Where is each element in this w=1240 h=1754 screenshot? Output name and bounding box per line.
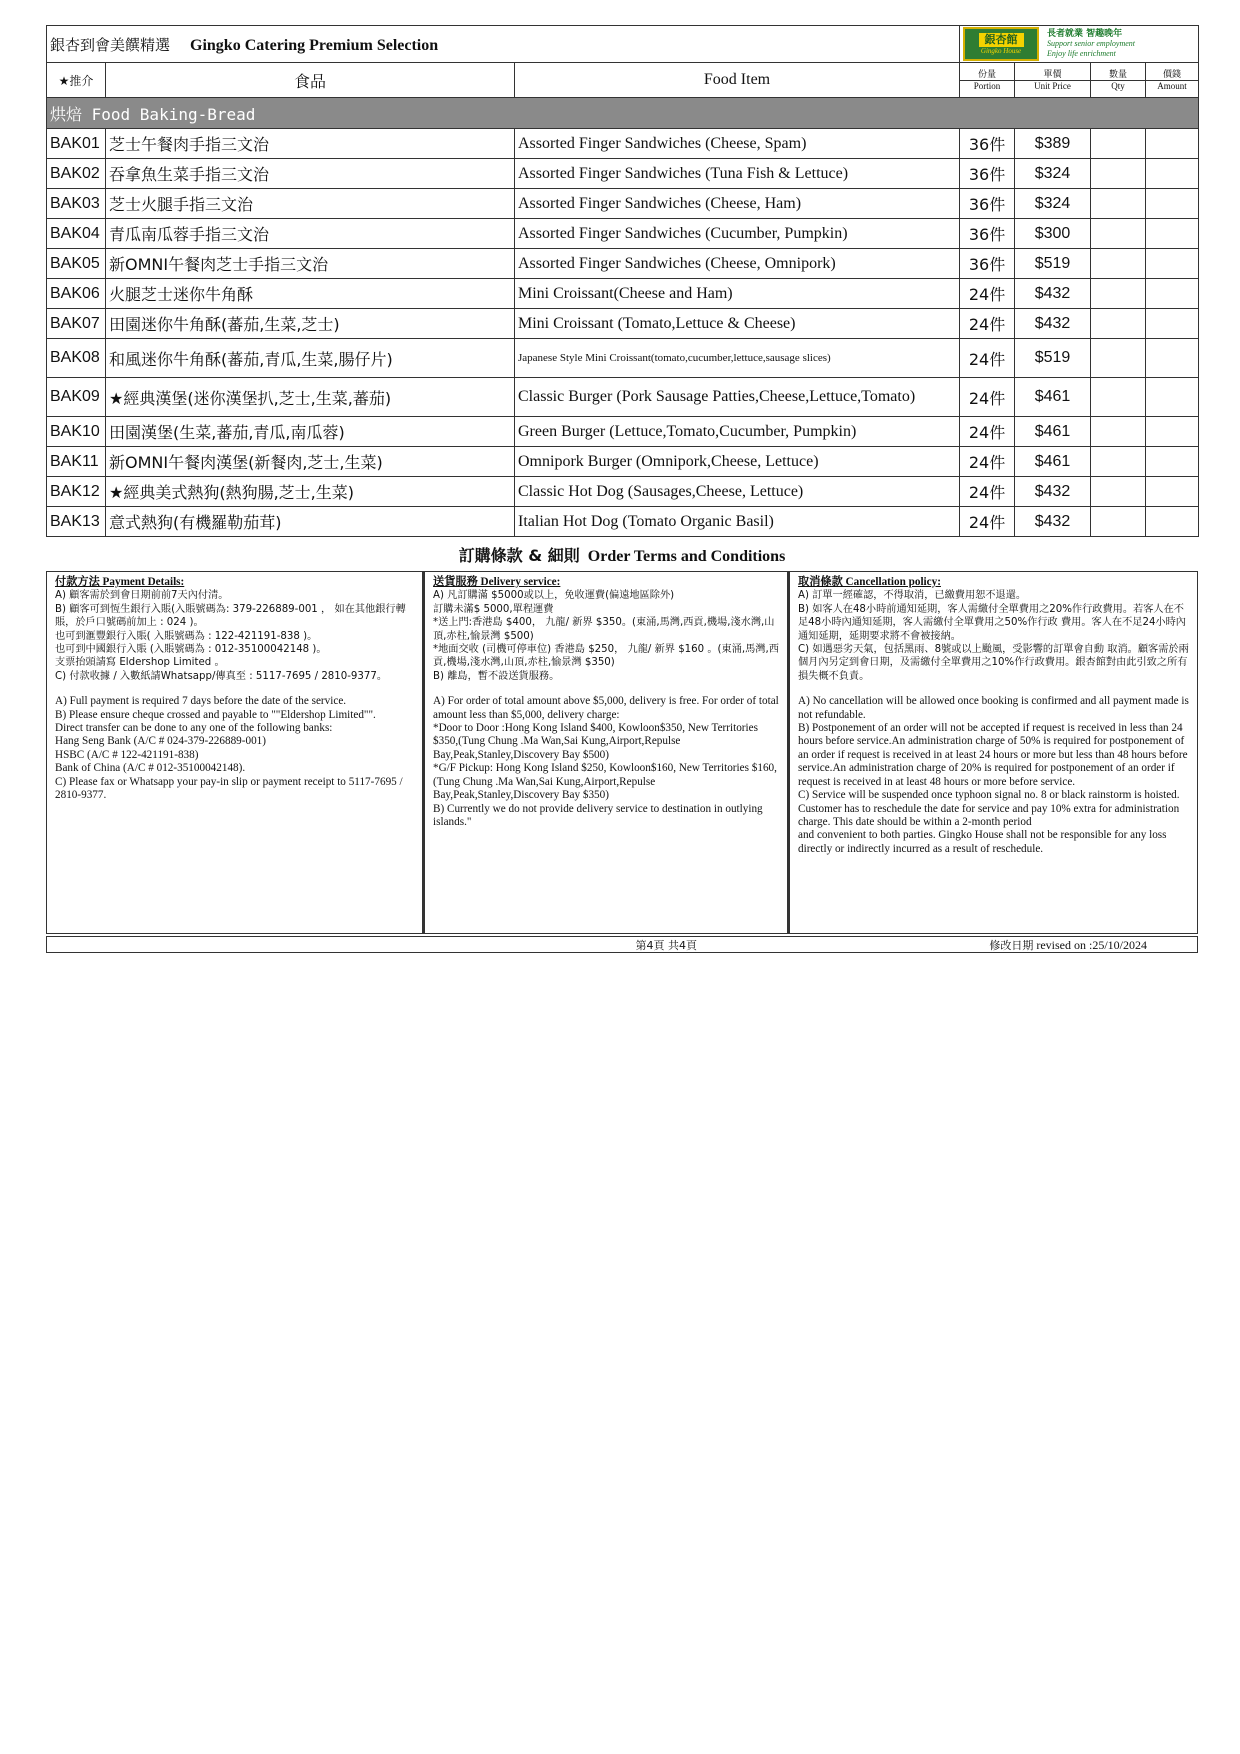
item-portion: 24件 (960, 309, 1015, 339)
item-code: BAK13 (47, 507, 106, 537)
item-qty-cell (1091, 507, 1146, 537)
footer (46, 936, 1198, 953)
delivery-box (423, 571, 788, 934)
item-portion: 36件 (960, 249, 1015, 279)
table-row (47, 477, 1199, 507)
item-code: BAK11 (47, 447, 106, 477)
terms-title-zh: 訂購條款 & 細則 (458, 546, 580, 565)
table-row (47, 507, 1199, 537)
term-line: Direct transfer can be done to any one of the following banks: (55, 722, 333, 735)
payment-zh (55, 589, 414, 683)
title-zh: 銀杏到會美饌精選 (50, 35, 171, 54)
item-price: $461 (1015, 417, 1091, 447)
table-row (47, 339, 1199, 378)
col-portion (960, 63, 1015, 98)
term-line: 也可到中國銀行入賬 (入賬號碼為 : 012-35100042148 )。 (55, 644, 327, 656)
payment-en (55, 695, 414, 802)
logo-cell (960, 26, 1199, 63)
table-row (47, 129, 1199, 159)
item-amount-cell (1146, 477, 1199, 507)
cancel-en (798, 695, 1189, 856)
term-line: *送上門:香港島 $400， 九龍/ 新界 $350。(東涌,馬灣,西貢,機場,淺水灣,山頂,赤柱,愉景灣 $500) (433, 617, 775, 642)
table-row (47, 189, 1199, 219)
item-code: BAK07 (47, 309, 106, 339)
payment-box (46, 571, 423, 934)
logo-zh: 銀杏館 (979, 33, 1024, 47)
term-line: Bank of China (A/C # 012-35100042148). (55, 762, 246, 775)
col-food-en: Food Item (515, 63, 960, 98)
slogan-en2: Enjoy life enrichment (1047, 49, 1116, 58)
term-line: *地面交收 (司機可停車位) 香港島 $250， 九龍/ 新界 $160 。(東涌,馬灣,西貢,機場,淺水灣,山頂,赤柱,愉景灣 $350) (433, 644, 779, 669)
item-code: BAK02 (47, 159, 106, 189)
item-amount-cell (1146, 378, 1199, 417)
item-name-en: Green Burger (Lettuce,Tomato,Cucumber, Pumpkin) (515, 417, 960, 447)
menu-page (46, 25, 1198, 953)
revised-date (697, 937, 1197, 953)
item-code: BAK10 (47, 417, 106, 447)
term-line: and convenient to both parties. Gingko House shall not be responsible for any loss directly or indirectly incurred as a result of reschedule. (798, 829, 1167, 855)
term-line: A) For order of total amount above $5,000, delivery is free. For order of total amount less than $5,000, delivery charge: (433, 695, 779, 721)
col-amount-zh: 價錢 (1146, 70, 1198, 81)
item-price: $300 (1015, 219, 1091, 249)
item-portion: 36件 (960, 129, 1015, 159)
item-code: BAK05 (47, 249, 106, 279)
item-name-zh: 火腿芝士迷你牛角酥 (106, 279, 515, 309)
item-code: BAK03 (47, 189, 106, 219)
cancel-head: 取消條款 Cancellation policy: (798, 576, 941, 588)
col-price-zh: 單價 (1015, 70, 1090, 81)
item-rows (47, 129, 1199, 537)
col-qty-zh: 數量 (1091, 70, 1145, 81)
item-price: $389 (1015, 129, 1091, 159)
delivery-en (433, 695, 779, 829)
item-qty-cell (1091, 159, 1146, 189)
term-line: *Door to Door :Hong Kong Island $400, Kowloon$350, New Territories $350,(Tung Chung .Ma Wan,Sai Kung,Airport,Repulse Bay,Peak,Stanley,Discovery Bay $500) (433, 722, 758, 761)
table-row (47, 417, 1199, 447)
item-qty-cell (1091, 189, 1146, 219)
item-portion: 24件 (960, 447, 1015, 477)
table-row (47, 249, 1199, 279)
item-price: $519 (1015, 249, 1091, 279)
logo-en: Gingko House (980, 46, 1022, 55)
item-portion: 24件 (960, 477, 1015, 507)
item-name-en: Assorted Finger Sandwiches (Cheese, Spam) (515, 129, 960, 159)
item-name-en: Italian Hot Dog (Tomato Organic Basil) (515, 507, 960, 537)
table-row (47, 159, 1199, 189)
item-code: BAK12 (47, 477, 106, 507)
revised-en: revised on :25/10/2024 (1036, 937, 1147, 952)
item-code: BAK06 (47, 279, 106, 309)
col-portion-zh: 份量 (960, 70, 1014, 81)
item-qty-cell (1091, 129, 1146, 159)
item-price: $324 (1015, 189, 1091, 219)
cancel-zh (798, 589, 1189, 683)
item-name-zh: 田園迷你牛角酥(蕃茄,生菜,芝士) (106, 309, 515, 339)
item-amount-cell (1146, 507, 1199, 537)
term-line: *G/F Pickup: Hong Kong Island $250, Kowloon$160, New Territories $160,(Tung Chung .Ma Wan,Sai Kung,Airport,Repulse Bay,Peak,Stanley,Discovery Bay $350) (433, 762, 777, 802)
item-name-en: Assorted Finger Sandwiches (Tuna Fish & Lettuce) (515, 159, 960, 189)
term-line: C) Service will be suspended once typhoon signal no. 8 or black rainstorm is hoisted. Customer has to reschedule the date for service and pay 10% extra for administration charge. This date should be within a 2-month period (798, 789, 1180, 828)
item-qty-cell (1091, 477, 1146, 507)
title-en: Gingko Catering Premium Selection (190, 36, 439, 54)
item-name-en: Assorted Finger Sandwiches (Cheese, Omnipork) (515, 249, 960, 279)
item-qty-cell (1091, 219, 1146, 249)
terms-title-en: Order Terms and Conditions (587, 548, 786, 565)
item-code: BAK04 (47, 219, 106, 249)
item-code: BAK01 (47, 129, 106, 159)
term-line: HSBC (A/C # 122-421191-838) (55, 748, 199, 761)
term-line: C) 付款收據 / 入數紙請Whatsapp/傳真至 : 5117-7695 / 2810-9377。 (55, 670, 388, 682)
term-line: 訂購未滿$ 5000,單程運費 (433, 603, 554, 615)
item-name-en: Classic Burger (Pork Sausage Patties,Cheese,Lettuce,Tomato) (515, 378, 960, 417)
item-qty-cell (1091, 249, 1146, 279)
term-line: 也可到滙豐銀行入賬( 入賬號碼為 : 122-421191-838 )。 (55, 630, 318, 642)
item-amount-cell (1146, 339, 1199, 378)
table-row (47, 279, 1199, 309)
col-qty (1091, 63, 1146, 98)
item-portion: 24件 (960, 507, 1015, 537)
item-name-en: Japanese Style Mini Croissant(tomato,cucumber,lettuce,sausage slices) (515, 339, 960, 378)
item-qty-cell (1091, 339, 1146, 378)
table-row (47, 219, 1199, 249)
revised-zh: 修改日期 (989, 938, 1034, 952)
item-portion: 36件 (960, 159, 1015, 189)
slogan (1047, 29, 1135, 59)
item-name-en: Mini Croissant(Cheese and Ham) (515, 279, 960, 309)
item-code: BAK08 (47, 339, 106, 378)
item-name-en: Assorted Finger Sandwiches (Cucumber, Pumpkin) (515, 219, 960, 249)
term-line: Hang Seng Bank (A/C # 024-379-226889-001) (55, 735, 266, 748)
item-price: $324 (1015, 159, 1091, 189)
item-price: $432 (1015, 477, 1091, 507)
item-code: BAK09 (47, 378, 106, 417)
menu-table (46, 25, 1199, 537)
item-portion: 36件 (960, 189, 1015, 219)
item-qty-cell (1091, 378, 1146, 417)
item-amount-cell (1146, 447, 1199, 477)
payment-head: 付款方法 Payment Details: (55, 576, 185, 588)
terms-section (46, 571, 1198, 934)
col-price (1015, 63, 1091, 98)
delivery-zh (433, 589, 779, 683)
term-line: B) 顧客可到恆生銀行入賬(入賬號碼為: 379-226889-001 ， 如在其他銀行轉賬，於戶口號碼前加上 : 024 )。 (55, 603, 406, 629)
item-amount-cell (1146, 309, 1199, 339)
col-price-en: Unit Price (1034, 80, 1071, 91)
item-name-zh: ★經典美式熱狗(熱狗腸,芝士,生菜) (106, 477, 515, 507)
item-name-zh: 芝士火腿手指三文治 (106, 189, 515, 219)
item-qty-cell (1091, 309, 1146, 339)
item-name-en: Assorted Finger Sandwiches (Cheese, Ham) (515, 189, 960, 219)
item-portion: 24件 (960, 279, 1015, 309)
terms-title (46, 543, 1198, 566)
item-price: $432 (1015, 279, 1091, 309)
col-portion-en: Portion (973, 80, 1001, 91)
item-price: $432 (1015, 309, 1091, 339)
item-name-zh: 新OMNI午餐肉芝士手指三文治 (106, 249, 515, 279)
term-line: A) No cancellation will be allowed once booking is confirmed and all payment made is not refundable. (798, 695, 1189, 721)
term-line: A) 顧客需於到會日期前前7天內付清。 (55, 590, 229, 602)
term-line: B) Currently we do not provide delivery service to destination in outlying islands." (433, 802, 763, 828)
col-food-zh: 食品 (106, 63, 515, 98)
col-amount (1146, 63, 1199, 98)
item-portion: 24件 (960, 339, 1015, 378)
term-line: B) 離島，暫不設送貨服務。 (433, 670, 560, 682)
item-price: $461 (1015, 447, 1091, 477)
item-amount-cell (1146, 417, 1199, 447)
col-amount-en: Amount (1157, 80, 1187, 91)
item-qty-cell (1091, 417, 1146, 447)
term-line: A) 訂單一經確認，不得取消，已繳費用恕不退還。 (798, 590, 1027, 602)
term-line: B) Postponement of an order will not be accepted if request is received in less than 24 hours before service.An administration charge of 50% is required for postponement of an order if request is received in at least 24 hours or more but less than 48 hours before service.An administration charge of 20% is required for postponement of an order if request is received in at least 48 hours or more before service. (798, 722, 1188, 788)
item-name-zh: 芝士午餐肉手指三文治 (106, 129, 515, 159)
delivery-head: 送貨服務 Delivery service: (433, 576, 561, 588)
column-header-row (47, 63, 1199, 98)
item-name-zh: 新OMNI午餐肉漢堡(新餐肉,芝士,生菜) (106, 447, 515, 477)
term-line: 支票抬頭請寫 Eldershop Limited 。 (55, 657, 225, 669)
item-name-zh: 青瓜南瓜蓉手指三文治 (106, 219, 515, 249)
term-line: B) 如客人在48小時前通知延期，客人需繳付全單費用之20%作行政費用。若客人在不足48小時內通知延期，客人需繳付全單費用之50%作行政 費用。客人在不足24小時內通知延期，延期要求將不會被接納。 (798, 603, 1186, 642)
item-name-zh: 吞拿魚生菜手指三文治 (106, 159, 515, 189)
item-portion: 24件 (960, 378, 1015, 417)
term-line: C) Please fax or Whatsapp your pay-in slip or payment receipt to 5117-7695 / 2810-9377. (55, 775, 403, 802)
title-cell (47, 26, 960, 63)
term-line: A) 凡訂購滿 $5000或以上，免收運費(偏遠地區除外) (433, 590, 675, 602)
item-portion: 24件 (960, 417, 1015, 447)
item-qty-cell (1091, 279, 1146, 309)
title-row (47, 26, 1199, 63)
item-price: $461 (1015, 378, 1091, 417)
item-amount-cell (1146, 159, 1199, 189)
slogan-en1: Support senior employment (1047, 39, 1136, 48)
col-recommend: ★推介 (47, 63, 106, 98)
item-name-zh: 田園漢堡(生菜,蕃茄,青瓜,南瓜蓉) (106, 417, 515, 447)
item-name-en: Mini Croissant (Tomato,Lettuce & Cheese) (515, 309, 960, 339)
page-number: 第4頁 共4頁 (635, 938, 697, 952)
section-label: 烘焙 Food Baking-Bread (47, 98, 1199, 129)
table-row (47, 309, 1199, 339)
item-name-en: Omnipork Burger (Omnipork,Cheese, Lettuce) (515, 447, 960, 477)
item-name-zh: 意式熱狗(有機羅勒茄茸) (106, 507, 515, 537)
cancel-box (788, 571, 1198, 934)
item-portion: 36件 (960, 219, 1015, 249)
item-qty-cell (1091, 447, 1146, 477)
item-name-en: Classic Hot Dog (Sausages,Cheese, Lettuce) (515, 477, 960, 507)
item-amount-cell (1146, 249, 1199, 279)
item-amount-cell (1146, 129, 1199, 159)
item-price: $432 (1015, 507, 1091, 537)
term-line: B) Please ensure cheque crossed and payable to ""Eldershop Limited"". (55, 708, 376, 721)
term-line: C) 如遇惡劣天氣，包括黑雨、8號或以上颱風，受影響的訂單會自動 取消。顧客需於兩個月內另定到會日期，及需繳付全單費用之10%作行政費用。銀杏館對由此引致之所有損失概不負責。 (798, 644, 1189, 682)
slogan-zh: 長者就業 智趣晚年 (1047, 29, 1123, 39)
term-line: A) Full payment is required 7 days before the date of the service. (55, 695, 347, 708)
section-row (47, 98, 1199, 129)
gingko-logo (963, 27, 1039, 61)
col-qty-en: Qty (1111, 80, 1125, 91)
item-name-zh: 和風迷你牛角酥(蕃茄,青瓜,生菜,腸仔片) (106, 339, 515, 378)
item-amount-cell (1146, 189, 1199, 219)
item-amount-cell (1146, 279, 1199, 309)
table-row (47, 378, 1199, 417)
item-price: $519 (1015, 339, 1091, 378)
table-row (47, 447, 1199, 477)
item-amount-cell (1146, 219, 1199, 249)
item-name-zh: ★經典漢堡(迷你漢堡扒,芝士,生菜,蕃茄) (106, 378, 515, 417)
